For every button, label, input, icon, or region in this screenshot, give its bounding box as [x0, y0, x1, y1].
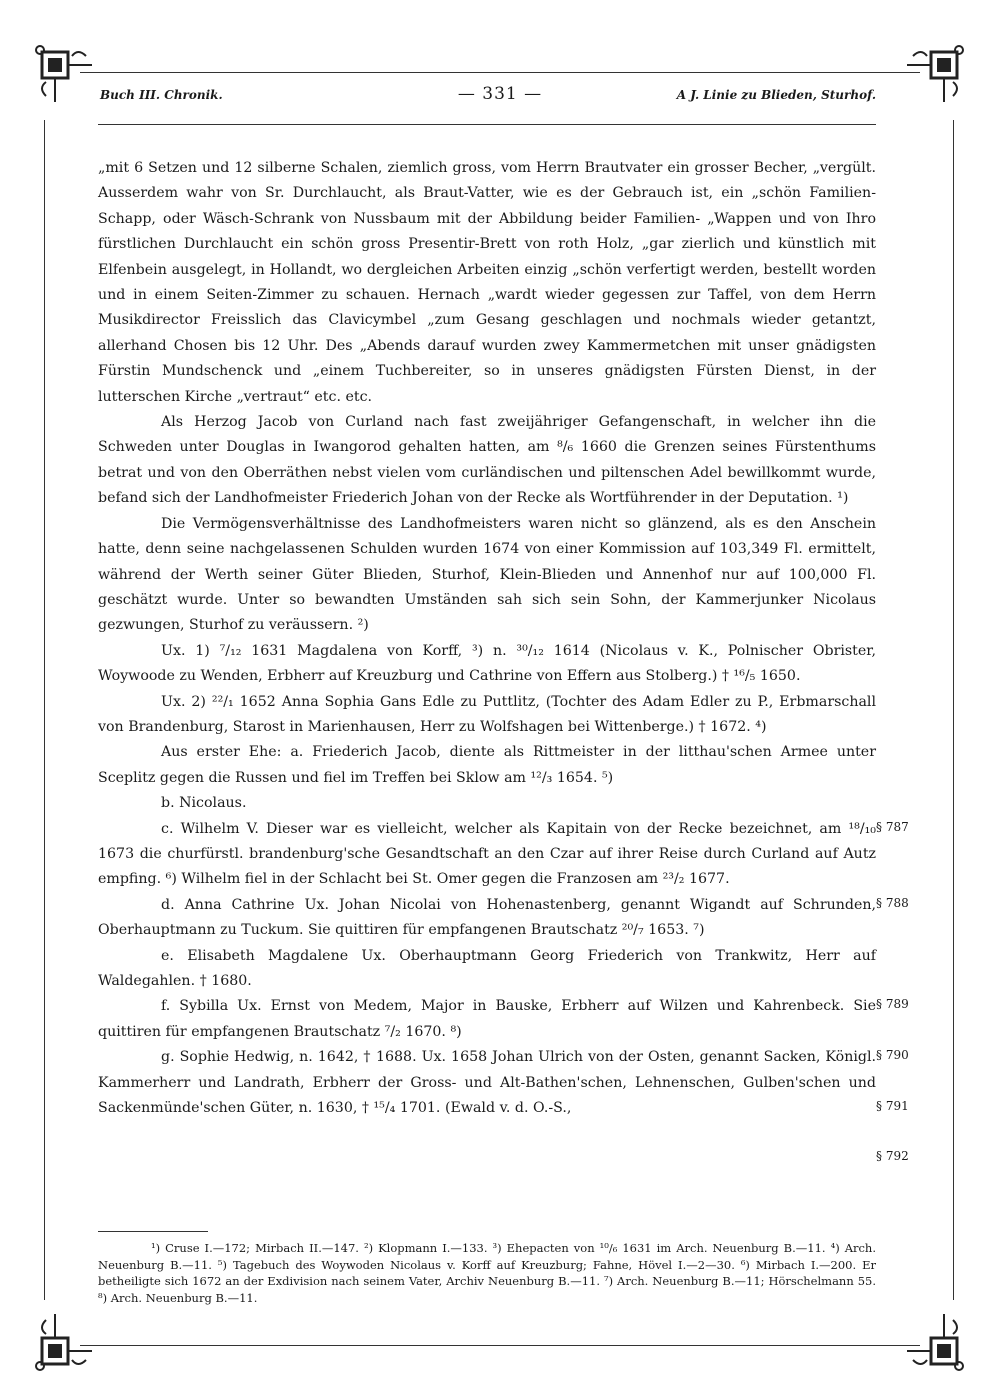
- frame-border-top: [80, 72, 920, 73]
- paragraph-child-e: e. Elisabeth Magdalene Ux. Oberhauptmann Georg Friederich von Trankwitz, Herr auf Waldegahlen. † 1680.: [98, 947, 876, 989]
- margin-note-787: § 787: [876, 820, 909, 834]
- paragraph-child-g: g. Sophie Hedwig, n. 1642, † 1688. Ux. 1658 Johan Ulrich von der Osten, genannt Sacken, Königl. Kammerherr und Landrath, Erbherr der Gross- und Alt-Bathen'schen, Lehnenschen, Gulben'schen und Sackenmünde'schen Güter, n. 1630, † ¹⁵/₄ 1701. (Ewald v. d. O.-S.,: [98, 1049, 876, 1117]
- paragraph-ux-2: Ux. 2) ²²/₁ 1652 Anna Sophia Gans Edle zu Puttlitz, (Tochter des Adam Edler zu P., Erbmarschall von Brandenburg, Starost in Marienhausen, Herr zu Wolfshagen bei Wittenberge.) † 1672. ⁴): [98, 693, 876, 735]
- paragraph-child-c: c. Wilhelm V. Dieser war es vielleicht, welcher als Kapitain von der Recke bezeichnet, am ¹⁸/₁₀ 1673 die churfürstl. brandenburg'sche Gesandtschaft an den Czar auf ihrer Reise durch Curland auf Autz empfing. ⁶) Wilhelm fiel in der Schlacht bei St. Omer gegen die Franzosen am ²³/₂ 1677.: [98, 820, 876, 888]
- corner-ornament-bottom-left-icon: [32, 1312, 94, 1374]
- paragraph-ux-1: Ux. 1) ⁷/₁₂ 1631 Magdalena von Korff, ³) n. ³⁰/₁₂ 1614 (Nicolaus v. K., Polnischer Obrister, Woywoode zu Wenden, Erbherr auf Kreuzburg und Cathrine von Effern aus Stolberg.) † ¹⁶/₅ 1650.: [98, 642, 876, 685]
- margin-note-791: § 791: [876, 1099, 909, 1113]
- corner-ornament-top-left-icon: [32, 42, 94, 104]
- paragraph-child-b: b. Nicolaus.: [161, 795, 247, 812]
- margin-note-792: § 792: [876, 1149, 909, 1163]
- footnotes: [98, 1240, 876, 1306]
- frame-border-left: [44, 120, 45, 1300]
- main-text: [98, 156, 876, 1121]
- paragraph-child-f: f. Sybilla Ux. Ernst von Medem, Major in Bauske, Erbherr auf Wilzen und Kahrenbeck. Sie quittiren für empfangenen Brautschatz ⁷/₂ 1670. ⁸): [98, 998, 876, 1040]
- corner-ornament-bottom-right-icon: [905, 1312, 967, 1374]
- footnote-divider: [98, 1231, 208, 1232]
- paragraph-quote-continuation: „mit 6 Setzen und 12 silberne Schalen, ziemlich gross, vom Herrn Brautvater ein grosser Becher, „vergült. Ausserdem wahr von Sr. Durchlaucht, als Braut-Vatter, wie es der Gebrauch ist, ein „schön Familien-Schapp, oder Wäsch-Schrank von Nussbaum mit der Abbildung beider Familien- „Wappen und von Ihro fürstlichen Durchlaucht ein schön gross Presentir-Brett von roth Holz, „gar zierlich und künstlich mit Elfenbein ausgelegt, in Hollandt, wo dergleichen Arbeiten einzig „schön verfertigt werden, bestellt worden und in einem Seiten-Zimmer zu schauen. Hernach „wardt wieder gegessen zur Taffel, von dem Herrn Musikdirector Freisslich das Clavicymbel „zum Gesang geschlagen und nochmals wieder getantzt, allerhand Chosen bis 12 Uhr. Des „Abends darauf wurden zwey Kammermetchen mit unser gnädigsten Fürstin Mundschenck und „einem Tuchbereiter, so in unseres gnädigsten Fürsten Dienst, in der lutterschen Kirche „vertraut“ etc. etc.: [98, 160, 876, 405]
- header-divider: [98, 124, 876, 125]
- header-left: Buch III. Chronik.: [100, 88, 223, 102]
- frame-border-right: [953, 120, 954, 1300]
- paragraph-child-a: Aus erster Ehe: a. Friederich Jacob, diente als Rittmeister in der litthau'schen Armee unter Sceplitz gegen die Russen und fiel im Treffen bei Sklow am ¹²/₃ 1654. ⁵): [98, 744, 876, 786]
- margin-note-789: § 789: [876, 997, 909, 1011]
- margin-note-790: § 790: [876, 1048, 909, 1062]
- margin-note-788: § 788: [876, 896, 909, 910]
- paragraph-child-d: d. Anna Cathrine Ux. Johan Nicolai von Hohenastenberg, genannt Wigandt auf Schrunden, Oberhauptmann zu Tuckum. Sie quittiren für empfangenen Brautschatz ²⁰/₇ 1653. ⁷): [98, 896, 876, 939]
- paragraph-vermoegen: Die Vermögensverhältnisse des Landhofmeisters waren nicht so glänzend, als es den Anschein hatte, denn seine nachgelassenen Schulden wurden 1674 von einer Kommission auf 103,349 Fl. ermittelt, während der Werth seiner Güter Blieden, Sturhof, Klein-Blieden und Annenhof nur auf 100,000 Fl. geschätzt wurde. Unter so bewandten Umständen sah sich sein Sohn, der Kammerjunker Nicolaus gezwungen, Sturhof zu veräussern. ²): [98, 515, 876, 634]
- frame-border-bottom: [80, 1345, 920, 1346]
- paragraph-herzog-jacob: Als Herzog Jacob von Curland nach fast zweijähriger Gefangenschaft, in welcher ihn die Schweden unter Douglas in Iwangorod gehalten hatten, am ⁸/₆ 1660 die Grenzen seines Fürstenthums betrat und von den Oberräthen nebst vielen vom curländischen und piltenschen Adel bewillkommt wurde, befand sich der Landhofmeister Friederich Johan von der Recke als Wortführender in der Deputation. ¹): [98, 414, 876, 507]
- header-right: A J. Linie zu Blieden, Sturhof.: [676, 88, 876, 102]
- page-number: — 331 —: [457, 84, 543, 104]
- footnote-text: ¹) Cruse I.—172; Mirbach II.—147. ²) Klopmann I.—133. ³) Ehepacten von ¹⁰/₆ 1631 im Arch. Neuenburg B.—11. ⁴) Arch. Neuenburg B.—11. ⁵) Tagebuch des Woywoden Nicolaus v. Korff auf Kreuzburg; Fahne, Hövel I.—2—30. ⁶) Mirbach I.—200. Er betheiligte sich 1672 an der Exdivision nach seinem Vater, Archiv Neuenburg B.—11. ⁷) Arch. Neuenburg B.—11; Hörschelmann 55. ⁸) Arch. Neuenburg B.—11.: [98, 1241, 876, 1305]
- corner-ornament-top-right-icon: [905, 42, 967, 104]
